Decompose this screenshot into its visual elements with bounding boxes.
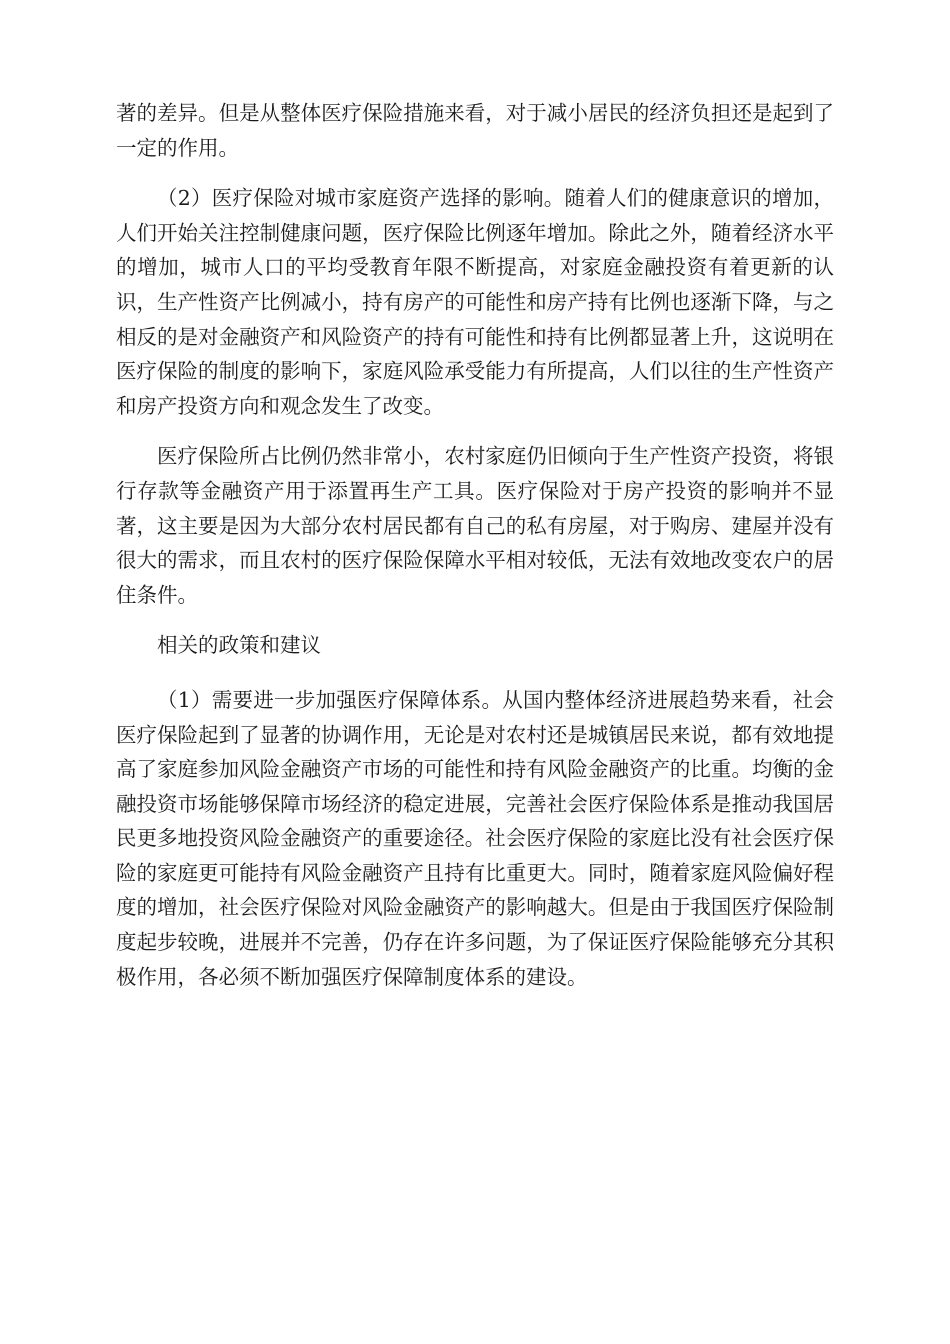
paragraph-urban-assets: （2）医疗保险对城市家庭资产选择的影响。随着人们的健康意识的增加，人们开始关注控制健康问题，医疗保险比例逐年增加。除此之外，随着经济水平的增加，城市人口的平均受教育年限不断提高，对家庭金融投资有着更新的认识，生产性资产比例减小，持有房产的可能性和房产持有比例也逐渐下降，与之相反的是对金融资产和风险资产的持有可能性和持有比例都显著上升，这说明在医疗保险的制度的影响下，家庭风险承受能力有所提高，人们以往的生产性资产和房产投资方向和观念发生了改变。 xyxy=(116,186,834,418)
paragraph-continuation: 著的差异。但是从整体医疗保险措施来看，对于减小居民的经济负担还是起到了一定的作用。 xyxy=(116,101,834,160)
paragraph-rural-assets: 医疗保险所占比例仍然非常小，农村家庭仍旧倾向于生产性资产投资，将银行存款等金融资产用于添置再生产工具。医疗保险对于房产投资的影响并不显著，这主要是因为大部分农村居民都有自己的私有房屋，对于购房、建屋并没有很大的需求，而且农村的医疗保险保障水平相对较低，无法有效地改变农户的居住条件。 xyxy=(116,444,834,607)
paragraph-policy-1: （1）需要进一步加强医疗保障体系。从国内整体经济进展趋势来看，社会医疗保险起到了显著的协调作用，无论是对农村还是城镇居民来说，都有效地提高了家庭参加风险金融资产市场的可能性和持有风险金融资产的比重。均衡的金融投资市场能够保障市场经济的稳定进展，完善社会医疗保险体系是推动我国居民更多地投资风险金融资产的重要途径。社会医疗保险的家庭比没有社会医疗保险的家庭更可能持有风险金融资产且持有比重更大。同时，随着家庭风险偏好程度的增加，社会医疗保险对风险金融资产的影响越大。但是由于我国医疗保险制度起步较晚，进展并不完善，仍存在许多问题，为了保证医疗保险能够充分其积极作用，各必须不断加强医疗保障制度体系的建设。 xyxy=(116,687,834,989)
document-page xyxy=(116,96,834,1010)
section-heading-policy: 相关的政策和建议 xyxy=(157,633,321,658)
